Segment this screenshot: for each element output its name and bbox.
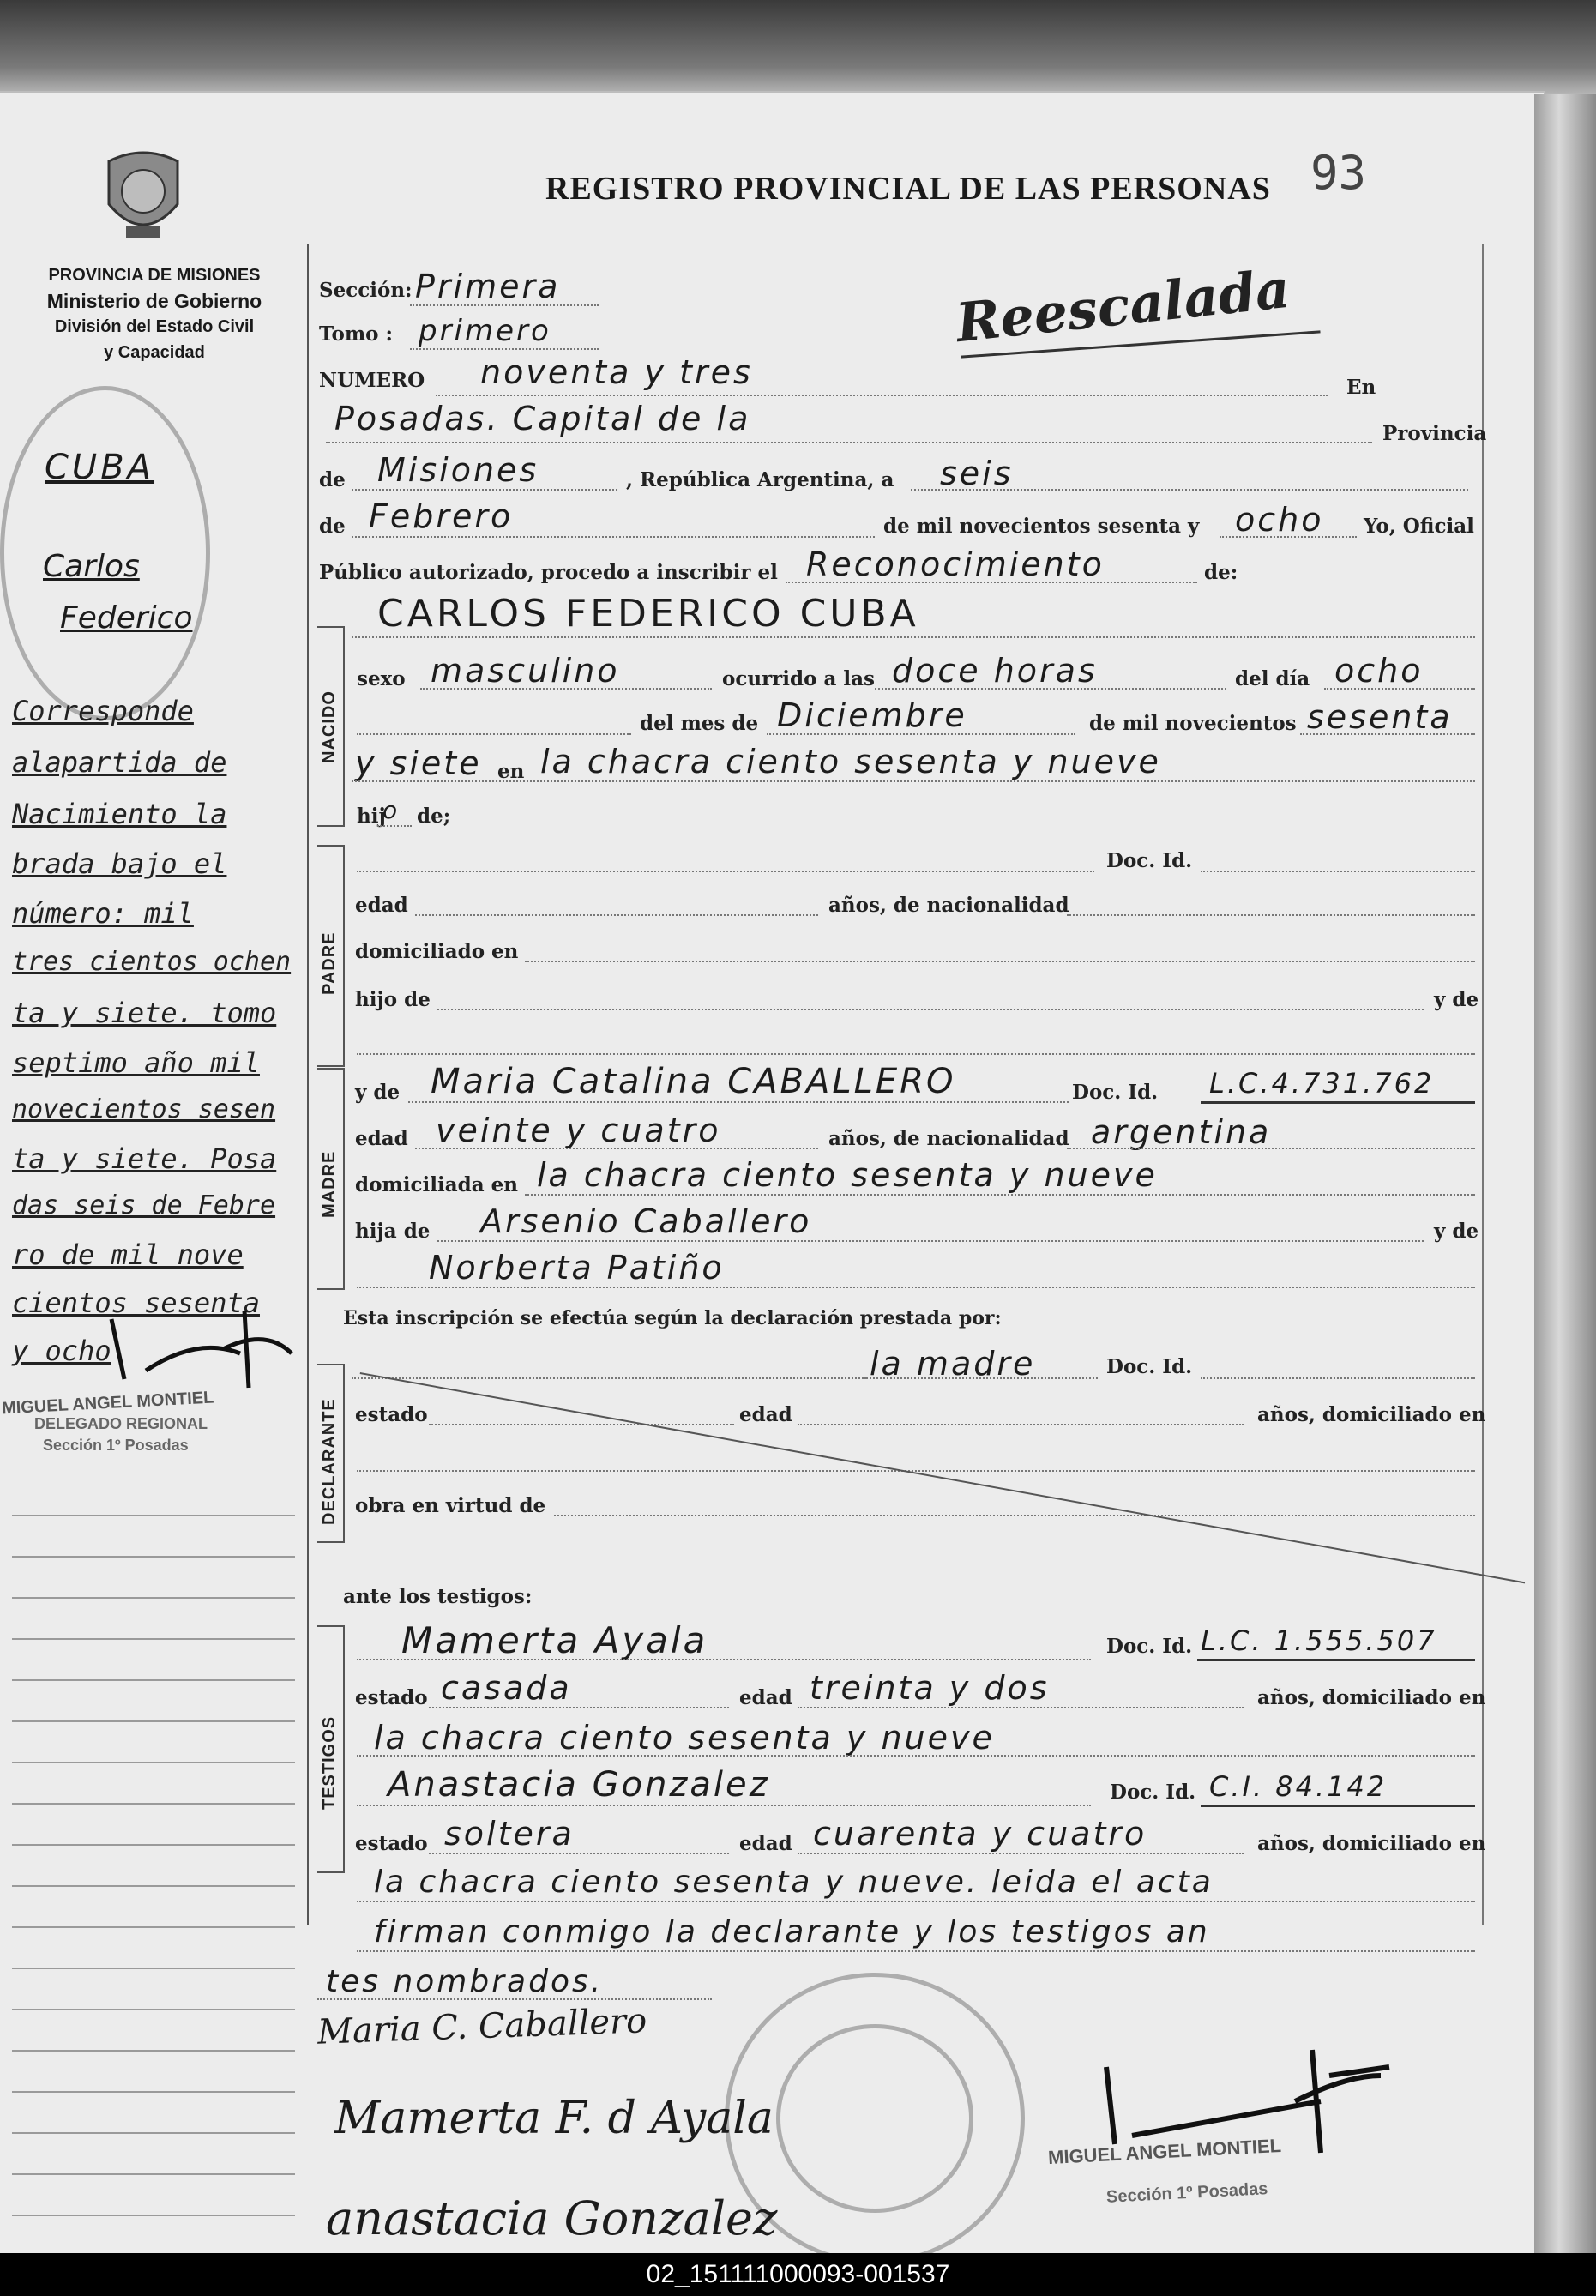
madre-yde-label: y de <box>355 1081 401 1104</box>
coat-of-arms-icon <box>96 144 190 247</box>
margin-line: alapartida de <box>12 746 227 779</box>
child-name-line <box>352 636 1475 638</box>
margin-line: cientos sesenta <box>12 1287 260 1319</box>
child-name: CARLOS FEDERICO CUBA <box>377 592 919 636</box>
declarante-estado-line <box>429 1424 734 1425</box>
madre-domicilio-line <box>525 1194 1475 1196</box>
declarante-section-label: DECLARANTE <box>320 1398 339 1525</box>
margin-line: ta y siete. tomo <box>12 997 277 1029</box>
top-shadow <box>0 0 1596 96</box>
t2-estado-label: estado <box>355 1832 428 1855</box>
t2-doc-label: Doc. Id. <box>1110 1781 1196 1804</box>
margin-signature <box>94 1302 309 1396</box>
publico-label: Público autorizado, procedo a inscribir el <box>319 561 778 584</box>
t1-domicilio-line <box>357 1755 1475 1757</box>
margin-line: y ocho <box>12 1335 111 1367</box>
padre-hijo-label: hijo de <box>355 988 431 1011</box>
closing-line-2: firman conmigo la declarante y los testigos an <box>374 1914 1210 1949</box>
de-colon-label: de: <box>1204 561 1238 584</box>
birth-month-value: Diciembre <box>777 696 967 734</box>
t1-estado-value: casada <box>441 1669 572 1707</box>
padre-section-label: PADRE <box>320 931 339 995</box>
madre-mother-line <box>357 1287 1475 1288</box>
numero-line <box>436 395 1328 396</box>
madre-doc-value: L.C.4.731.762 <box>1209 1067 1435 1100</box>
padre-yde-line <box>357 1053 1475 1055</box>
t1-estado-line <box>429 1707 729 1708</box>
seccion-line <box>410 304 599 306</box>
provincia-label: Provincia <box>1382 422 1487 445</box>
nacido-section-label: NACIDO <box>320 690 339 763</box>
month-value: Febrero <box>369 497 514 535</box>
padre-doc-line <box>1201 871 1475 872</box>
testigos-intro-label: ante los testigos: <box>343 1585 533 1608</box>
t2-name-line <box>357 1805 1091 1806</box>
t1-edad-line <box>798 1707 1244 1708</box>
declarante-obra-label: obra en virtud de <box>355 1494 546 1517</box>
madre-section-label: MADRE <box>320 1150 339 1218</box>
t1-name: Mamerta Ayala <box>401 1619 708 1661</box>
t2-edad-line <box>798 1853 1244 1854</box>
closing-line-3-rule <box>317 1998 712 2000</box>
closing-line-3: tes nombrados. <box>326 1964 604 1999</box>
province-line <box>352 489 617 491</box>
padre-edad-label: edad <box>355 894 408 917</box>
padre-anos-label: años, de nacionalidad <box>828 894 1069 917</box>
t2-estado-line <box>429 1853 729 1854</box>
margin-guide-lines <box>12 1475 295 2230</box>
hour-value: doce horas <box>892 652 1098 690</box>
birth-place-value: la chacra ciento sesenta y nueve <box>540 743 1161 780</box>
madre-name-line <box>408 1101 1069 1103</box>
en-label: En <box>1346 376 1376 399</box>
signature-witness-1: Mamerta F. d Ayala <box>334 2093 774 2144</box>
republica-label: , República Argentina, a <box>626 468 894 491</box>
madre-domicilio-value: la chacra ciento sesenta y nueve <box>537 1156 1158 1194</box>
place-value: Posadas. Capital de la <box>334 400 751 437</box>
margin-line: ro de mil nove <box>12 1238 244 1271</box>
closing-line-1-rule <box>357 1901 1475 1902</box>
registry-seal-inner <box>776 2024 973 2213</box>
register-title: REGISTRO PROVINCIAL DE LAS PERSONAS <box>545 171 1271 207</box>
padre-yde-label: y de <box>1434 988 1479 1011</box>
margin-stamp-name: MIGUEL ANGEL MONTIEL <box>1 1388 214 1419</box>
hijo-value: o <box>382 796 401 824</box>
margin-given-1: Carlos <box>43 549 140 584</box>
birth-place-line <box>352 780 1475 782</box>
mes-label: del mes de <box>640 712 759 735</box>
mil-label: de mil novecientos <box>1089 712 1297 735</box>
padre-nat-line <box>1067 914 1475 916</box>
declarante-estado-label: estado <box>355 1403 428 1426</box>
declaracion-label: Esta inscripción se efectúa según la declaración prestada por: <box>343 1307 1002 1329</box>
year-label: de mil novecientos sesenta y <box>883 515 1200 538</box>
official-stamp-sub: Sección 1º Posadas <box>1105 2179 1268 2207</box>
seccion-label: Sección: <box>319 279 413 302</box>
t1-edad-label: edad <box>739 1686 792 1709</box>
act-value: Reconocimiento <box>806 545 1105 583</box>
madre-father-line <box>437 1240 1424 1242</box>
madre-edad-value: veinte y cuatro <box>436 1112 721 1149</box>
hijo-de-label: de; <box>417 805 451 828</box>
t2-doc-value: C.I. 84.142 <box>1209 1770 1388 1803</box>
margin-line: tres cientos ochen <box>12 947 292 977</box>
testigos-section-label: TESTIGOS <box>320 1715 339 1810</box>
day-line <box>911 489 1468 491</box>
tomo-value: primero <box>419 314 551 348</box>
numero-label: NUMERO <box>319 369 425 392</box>
margin-stamp-sub2: Sección 1º Posadas <box>43 1437 189 1454</box>
t2-name: Anastacia Gonzalez <box>388 1765 770 1805</box>
sexo-value: masculino <box>431 652 620 690</box>
numero-value: noventa y tres <box>480 353 753 391</box>
madre-edad-label: edad <box>355 1127 408 1150</box>
madre-hija-label: hija de <box>355 1220 431 1243</box>
ocurrido-label: ocurrido a las <box>722 667 875 690</box>
closing-line-2-rule <box>357 1950 1475 1952</box>
closing-line-1: la chacra ciento sesenta y nueve. leida el acta <box>374 1865 1214 1900</box>
year-line <box>1220 536 1357 538</box>
institution-line1: PROVINCIA DE MISIONES <box>48 266 261 285</box>
seccion-value: Primera <box>415 268 561 305</box>
declaracion-doc-label: Doc. Id. <box>1106 1355 1193 1378</box>
margin-line: novecientos sesen <box>12 1094 276 1124</box>
t1-anos-label: años, domiciliado en <box>1257 1686 1486 1709</box>
t1-estado-label: estado <box>355 1686 428 1709</box>
birth-year-value2: y siete <box>355 744 482 782</box>
declaracion-value: la madre <box>870 1345 1036 1383</box>
t1-doc-value: L.C. 1.555.507 <box>1201 1624 1437 1657</box>
day-value: seis <box>940 455 1014 492</box>
official-stamp-name: MIGUEL ANGEL MONTIEL <box>1047 2134 1282 2169</box>
declaracion-doc-line <box>1201 1377 1475 1379</box>
margin-given-2: Federico <box>60 600 193 636</box>
declarante-anos-label: años, domiciliado en <box>1257 1403 1486 1426</box>
institution-line2: Ministerio de Gobierno <box>46 290 262 312</box>
madre-mother-value: Norberta Patiño <box>429 1249 725 1287</box>
t1-doc-label: Doc. Id. <box>1106 1635 1193 1658</box>
page-number: 93 <box>1310 146 1367 200</box>
mes-pre-line <box>357 733 631 735</box>
madre-nationality-value: argentina <box>1091 1113 1272 1151</box>
image-caption: 02_151111000093-001537 <box>0 2253 1596 2296</box>
signature-mother: Maria C. Caballero <box>316 2001 647 2052</box>
madre-doc-label: Doc. Id. <box>1072 1081 1159 1104</box>
declarante-edad-label: edad <box>739 1403 792 1426</box>
header-annotation: Reescalada <box>953 256 1293 355</box>
t2-doc-line <box>1201 1805 1475 1807</box>
madre-yde2-label: y de <box>1434 1220 1479 1243</box>
margin-line: das seis de Febre <box>12 1190 276 1220</box>
book-binding <box>1534 94 1596 2256</box>
signature-witness-2: anastacia Gonzalez <box>326 2191 778 2245</box>
institution-block <box>0 262 309 365</box>
margin-surname: CUBA <box>45 448 155 487</box>
tomo-label: Tomo : <box>319 322 393 346</box>
birth-year-line <box>1300 733 1475 735</box>
madre-doc-line <box>1201 1101 1475 1104</box>
de-label: de <box>319 468 346 491</box>
de-month-label: de <box>319 515 346 538</box>
birth-day-value: ocho <box>1334 652 1424 690</box>
t1-edad-value: treinta y dos <box>810 1669 1050 1707</box>
padre-name-line <box>357 871 1094 872</box>
institution-line3: División del Estado Civil <box>54 317 255 336</box>
act-line <box>786 582 1197 583</box>
sexo-line <box>420 688 712 690</box>
t2-anos-label: años, domiciliado en <box>1257 1832 1486 1855</box>
birth-month-line <box>767 733 1075 735</box>
month-line <box>352 536 875 538</box>
birth-day-line <box>1324 688 1475 690</box>
padre-domicilio-line <box>525 961 1475 962</box>
t2-edad-label: edad <box>739 1832 792 1855</box>
margin-line: septimo año mil <box>12 1046 260 1079</box>
madre-anos-label: años, de nacionalidad <box>828 1127 1069 1150</box>
t2-estado-value: soltera <box>444 1815 575 1853</box>
t1-name-line <box>357 1659 1091 1660</box>
t1-domicilio-value: la chacra ciento sesenta y nueve <box>374 1719 995 1757</box>
t1-doc-line <box>1197 1659 1475 1661</box>
padre-doc-label: Doc. Id. <box>1106 849 1193 872</box>
hijo-label: hij <box>357 805 386 828</box>
oficial-label: Yo, Oficial <box>1364 515 1474 538</box>
province-value: Misiones <box>377 451 539 489</box>
del-dia-label: del día <box>1235 667 1310 690</box>
declaracion-pre-line <box>352 1377 866 1379</box>
declaracion-value-line <box>866 1377 1098 1379</box>
hour-line <box>875 688 1226 690</box>
margin-line: Corresponde <box>12 695 194 727</box>
madre-domicilio-label: domiciliada en <box>355 1173 518 1196</box>
form-right-border <box>1482 244 1484 1925</box>
declarante-edad-line <box>798 1424 1244 1425</box>
declarante-obra-line <box>554 1515 1475 1516</box>
margin-line: ta y siete. Posa <box>12 1142 277 1175</box>
birth-year-value1: sesenta <box>1307 698 1453 736</box>
birth-en-label: en <box>497 760 525 783</box>
place-line <box>326 442 1372 443</box>
tomo-line <box>410 348 599 350</box>
t2-edad-value: cuarenta y cuatro <box>813 1815 1147 1853</box>
margin-line: Nacimiento la <box>12 798 227 830</box>
padre-edad-line <box>415 914 818 916</box>
institution-line4: y Capacidad <box>104 343 205 362</box>
madre-father-value: Arsenio Caballero <box>480 1202 812 1240</box>
madre-nat-line <box>1067 1148 1475 1149</box>
margin-line: brada bajo el <box>12 847 227 880</box>
madre-name-value: Maria Catalina CABALLERO <box>431 1062 956 1101</box>
year-value: ocho <box>1235 501 1324 539</box>
padre-hijo-line <box>437 1009 1424 1010</box>
margin-stamp-sub1: DELEGADO REGIONAL <box>34 1415 208 1432</box>
form-left-border <box>307 244 309 1925</box>
padre-domicilio-label: domiciliado en <box>355 940 519 963</box>
madre-edad-line <box>415 1148 818 1149</box>
sexo-label: sexo <box>357 667 406 690</box>
hijo-line <box>377 825 412 827</box>
margin-line: número: mil <box>12 897 194 930</box>
